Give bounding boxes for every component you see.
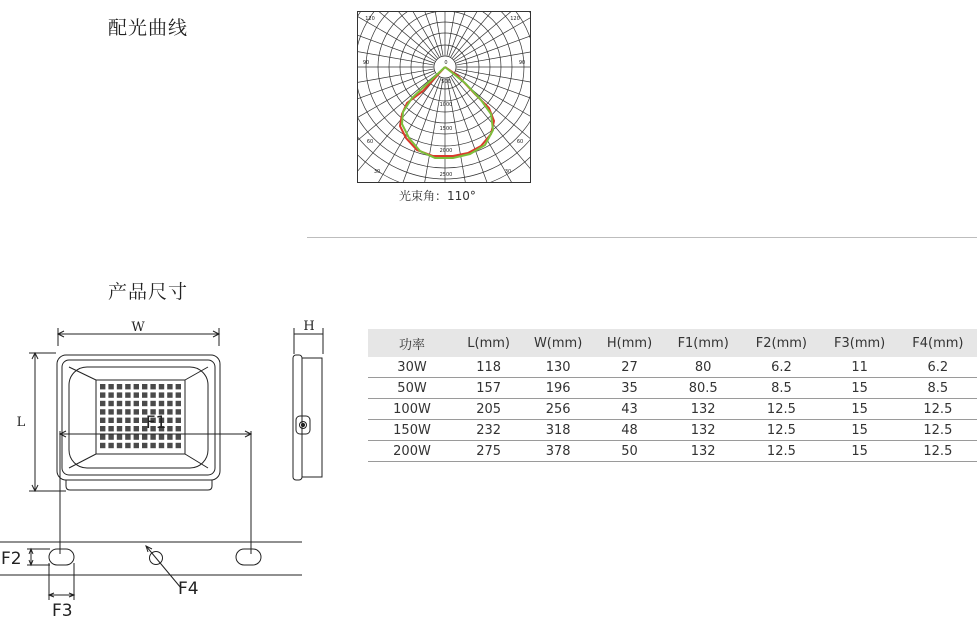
led-chip xyxy=(108,392,113,397)
table-cell: 256 xyxy=(521,399,595,420)
table-cell: 132 xyxy=(664,420,742,441)
table-header-row xyxy=(368,329,977,357)
led-chip xyxy=(142,443,147,448)
table-cell: 80.5 xyxy=(664,378,742,399)
col-header: F4(mm) xyxy=(912,335,964,351)
led-chip xyxy=(117,434,122,439)
dim-label-l: L xyxy=(16,415,26,430)
led-chip xyxy=(167,392,172,397)
led-chip xyxy=(125,401,130,406)
lamp-dimension-drawing xyxy=(0,318,330,628)
led-chip xyxy=(159,443,164,448)
led-chip xyxy=(117,384,122,389)
table-row xyxy=(368,357,977,378)
table-cell: 150W xyxy=(368,420,456,441)
table-cell: 12.5 xyxy=(899,420,977,441)
led-chip xyxy=(117,401,122,406)
led-chip xyxy=(159,401,164,406)
col-header: 功率 xyxy=(398,337,425,353)
table-cell: 15 xyxy=(821,378,899,399)
polar-light-distribution-chart xyxy=(357,11,531,183)
led-chip xyxy=(176,409,181,414)
led-chip xyxy=(150,384,155,389)
led-chip xyxy=(142,384,147,389)
led-chip xyxy=(108,443,113,448)
table-cell: 232 xyxy=(456,420,521,441)
led-chip xyxy=(100,418,105,423)
table-cell: 35 xyxy=(595,378,664,399)
led-chip xyxy=(167,409,172,414)
led-chip xyxy=(167,401,172,406)
col-header: H(mm) xyxy=(606,335,653,351)
angle-label-left-60: 60 xyxy=(366,139,374,145)
table-cell: 12.5 xyxy=(899,441,977,462)
radial-label-2500: 2500 xyxy=(439,172,453,178)
col-header: F1(mm) xyxy=(677,335,729,351)
col-header: F3(mm) xyxy=(834,335,886,351)
led-chip xyxy=(159,384,164,389)
led-chip xyxy=(134,409,139,414)
led-chip xyxy=(100,434,105,439)
table-cell: 12.5 xyxy=(742,441,820,462)
angle-label-left-90: 90 xyxy=(362,60,370,66)
led-chip xyxy=(100,443,105,448)
table-cell: 6.2 xyxy=(899,357,977,378)
table-cell: 15 xyxy=(821,399,899,420)
table-row xyxy=(368,399,977,420)
table-cell: 80 xyxy=(664,357,742,378)
led-chip xyxy=(108,409,113,414)
table-cell: 30W xyxy=(368,357,456,378)
led-chip xyxy=(167,384,172,389)
radial-label-0: 0 xyxy=(444,60,448,66)
table-cell: 118 xyxy=(456,357,521,378)
led-chip xyxy=(125,409,130,414)
led-chip xyxy=(117,443,122,448)
angle-label-left-120: 120 xyxy=(365,16,375,22)
table-cell: 43 xyxy=(595,399,664,420)
led-chip xyxy=(117,392,122,397)
led-chip xyxy=(176,418,181,423)
table-row xyxy=(368,378,977,399)
led-chip xyxy=(176,384,181,389)
led-chip xyxy=(134,434,139,439)
led-chip xyxy=(142,392,147,397)
col-header: W(mm) xyxy=(533,335,583,351)
led-chip xyxy=(150,392,155,397)
table-cell: 50W xyxy=(368,378,456,399)
light-distribution-heading: 配光曲线 xyxy=(108,17,189,39)
led-chip xyxy=(176,401,181,406)
radial-label-500: 500 xyxy=(441,79,451,85)
table-cell: 205 xyxy=(456,399,521,420)
table-cell: 130 xyxy=(521,357,595,378)
led-chip xyxy=(117,418,122,423)
led-chip xyxy=(125,434,130,439)
angle-label-left-30: 30 xyxy=(373,169,381,175)
angle-label-right-90: 90 xyxy=(518,60,526,66)
table-cell: 196 xyxy=(521,378,595,399)
led-chip xyxy=(150,443,155,448)
radial-label-2000: 2000 xyxy=(439,148,453,154)
dim-label-h: H xyxy=(303,319,315,334)
led-chip xyxy=(167,418,172,423)
led-chip xyxy=(125,418,130,423)
led-chip xyxy=(134,418,139,423)
led-chip xyxy=(100,426,105,431)
led-chip xyxy=(167,426,172,431)
led-chip xyxy=(142,401,147,406)
angle-label-right-30: 30 xyxy=(504,169,512,175)
table-cell: 157 xyxy=(456,378,521,399)
table-cell: 15 xyxy=(821,441,899,462)
led-chip xyxy=(150,434,155,439)
col-header: F2(mm) xyxy=(755,335,808,351)
table-cell: 12.5 xyxy=(742,399,820,420)
led-chip xyxy=(176,443,181,448)
led-chip xyxy=(125,443,130,448)
table-cell: 132 xyxy=(664,441,742,462)
angle-label-right-60: 60 xyxy=(516,139,524,145)
table-cell: 27 xyxy=(595,357,664,378)
dim-label-f1: F1 xyxy=(145,413,167,433)
radial-label-1000: 1000 xyxy=(439,102,453,108)
table-cell: 318 xyxy=(521,420,595,441)
led-chip xyxy=(100,401,105,406)
led-chip xyxy=(125,426,130,431)
led-chip xyxy=(108,426,113,431)
table-row xyxy=(368,420,977,441)
table-cell: 200W xyxy=(368,441,456,462)
product-dimensions-heading: 产品尺寸 xyxy=(108,281,189,303)
radial-label-1500: 1500 xyxy=(439,126,453,132)
led-chip xyxy=(100,384,105,389)
table-cell: 11 xyxy=(821,357,899,378)
led-chip xyxy=(134,384,139,389)
led-chip xyxy=(167,443,172,448)
table-row xyxy=(368,441,977,462)
led-chip xyxy=(108,418,113,423)
led-chip xyxy=(150,401,155,406)
table-cell: 6.2 xyxy=(742,357,820,378)
dim-label-f4: F4 xyxy=(178,579,199,599)
table-cell: 12.5 xyxy=(899,399,977,420)
angle-label-right-120: 120 xyxy=(510,16,520,22)
led-chip xyxy=(125,384,130,389)
dim-label-f2: F2 xyxy=(1,549,22,569)
led-chip xyxy=(108,384,113,389)
table-cell: 378 xyxy=(521,441,595,462)
led-chip xyxy=(134,443,139,448)
led-chip xyxy=(134,392,139,397)
led-chip xyxy=(176,426,181,431)
table-cell: 12.5 xyxy=(742,420,820,441)
col-header: L(mm) xyxy=(467,335,510,351)
spec-table xyxy=(368,329,977,462)
led-chip xyxy=(142,434,147,439)
led-chip xyxy=(159,434,164,439)
table-cell: 100W xyxy=(368,399,456,420)
led-chip xyxy=(176,434,181,439)
table-cell: 8.5 xyxy=(742,378,820,399)
led-chip xyxy=(159,392,164,397)
led-chip xyxy=(108,434,113,439)
led-chip xyxy=(176,392,181,397)
led-chip xyxy=(108,401,113,406)
led-chip xyxy=(117,426,122,431)
led-chip xyxy=(100,409,105,414)
table-cell: 48 xyxy=(595,420,664,441)
led-chip xyxy=(134,401,139,406)
table-cell: 132 xyxy=(664,399,742,420)
beam-angle-caption: 光束角：110° xyxy=(399,189,476,203)
dim-label-w: W xyxy=(131,320,145,335)
dim-label-f3: F3 xyxy=(52,601,73,621)
led-chip xyxy=(117,409,122,414)
led-chip xyxy=(100,392,105,397)
led-chip xyxy=(125,392,130,397)
led-chip xyxy=(167,434,172,439)
table-cell: 50 xyxy=(595,441,664,462)
led-chip xyxy=(134,426,139,431)
section-divider xyxy=(307,237,977,238)
table-cell: 8.5 xyxy=(899,378,977,399)
table-cell: 275 xyxy=(456,441,521,462)
table-cell: 15 xyxy=(821,420,899,441)
